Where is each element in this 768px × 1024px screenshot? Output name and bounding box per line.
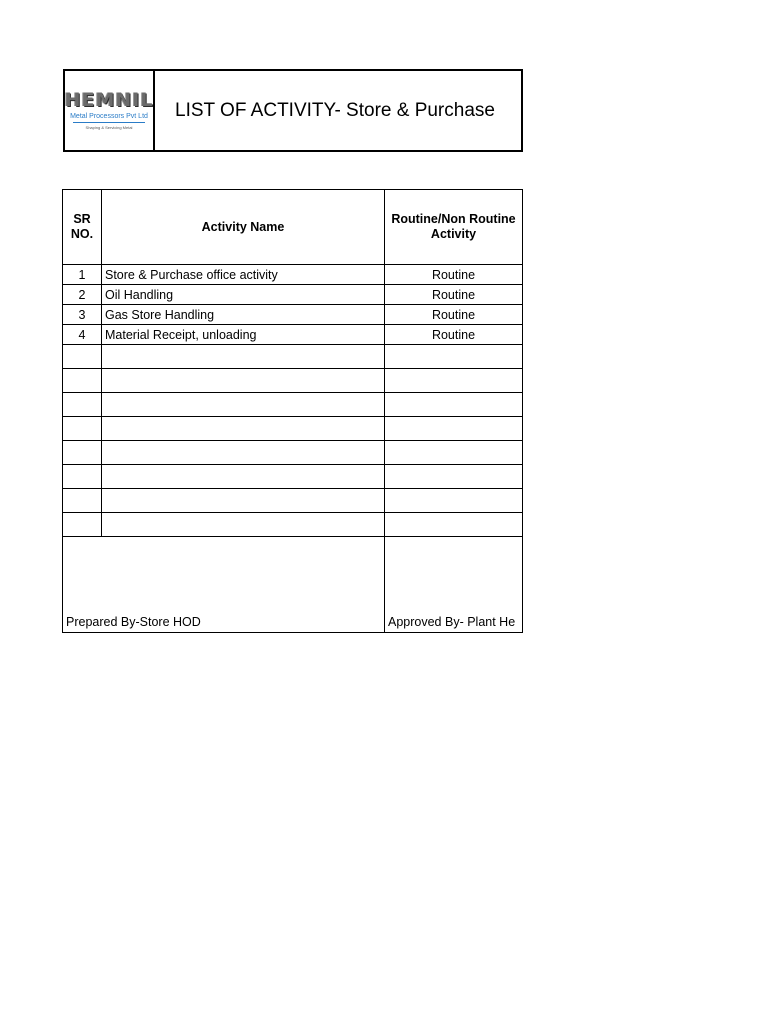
empty-cell — [385, 417, 523, 441]
empty-row — [63, 417, 523, 441]
cell-activity: Oil Handling — [102, 285, 385, 305]
empty-cell — [63, 369, 102, 393]
empty-cell — [63, 513, 102, 537]
empty-row — [63, 465, 523, 489]
empty-cell — [385, 345, 523, 369]
header-activity-name: Activity Name — [102, 190, 385, 265]
company-logo — [65, 71, 155, 150]
empty-cell — [385, 369, 523, 393]
empty-cell — [102, 465, 385, 489]
header-sr-no: SR NO. — [63, 190, 102, 265]
empty-cell — [385, 393, 523, 417]
table-row — [63, 325, 523, 345]
empty-cell — [102, 393, 385, 417]
empty-row — [63, 513, 523, 537]
cell-type: Routine — [385, 305, 523, 325]
cell-type: Routine — [385, 285, 523, 305]
empty-cell — [385, 465, 523, 489]
empty-cell — [63, 345, 102, 369]
empty-cell — [102, 489, 385, 513]
cell-sr: 2 — [63, 285, 102, 305]
cell-sr: 3 — [63, 305, 102, 325]
empty-cell — [385, 513, 523, 537]
logo-tagline: Shaping & Servicing Metal — [85, 124, 133, 130]
table-row — [63, 305, 523, 325]
signature-row — [63, 537, 523, 633]
empty-row — [63, 393, 523, 417]
document-header — [63, 69, 523, 152]
activity-table — [62, 189, 523, 633]
empty-cell — [63, 465, 102, 489]
empty-cell — [385, 441, 523, 465]
empty-row — [63, 441, 523, 465]
logo-subtitle: Metal Processors Pvt Ltd — [70, 112, 148, 120]
empty-cell — [102, 513, 385, 537]
cell-sr: 4 — [63, 325, 102, 345]
empty-cell — [385, 489, 523, 513]
title-cell — [155, 71, 521, 150]
logo-underline — [73, 122, 145, 123]
prepared-by: Prepared By-Store HOD — [63, 537, 385, 633]
empty-cell — [102, 441, 385, 465]
empty-cell — [63, 489, 102, 513]
table-row — [63, 265, 523, 285]
empty-row — [63, 489, 523, 513]
empty-row — [63, 345, 523, 369]
approved-by: Approved By- Plant He — [385, 537, 523, 633]
empty-cell — [102, 369, 385, 393]
cell-activity: Gas Store Handling — [102, 305, 385, 325]
cell-activity: Store & Purchase office activity — [102, 265, 385, 285]
header-activity-type: Routine/Non Routine Activity — [385, 190, 523, 265]
empty-cell — [102, 417, 385, 441]
empty-cell — [102, 345, 385, 369]
cell-activity: Material Receipt, unloading — [102, 325, 385, 345]
table-header-row — [63, 190, 523, 265]
empty-cell — [63, 441, 102, 465]
cell-type: Routine — [385, 325, 523, 345]
empty-cell — [63, 393, 102, 417]
cell-type: Routine — [385, 265, 523, 285]
empty-cell — [63, 417, 102, 441]
table-row — [63, 285, 523, 305]
page-title: LIST OF ACTIVITY- Store & Purchase — [175, 99, 495, 121]
logo-name: HEMNIL — [64, 88, 154, 111]
cell-sr: 1 — [63, 265, 102, 285]
empty-row — [63, 369, 523, 393]
